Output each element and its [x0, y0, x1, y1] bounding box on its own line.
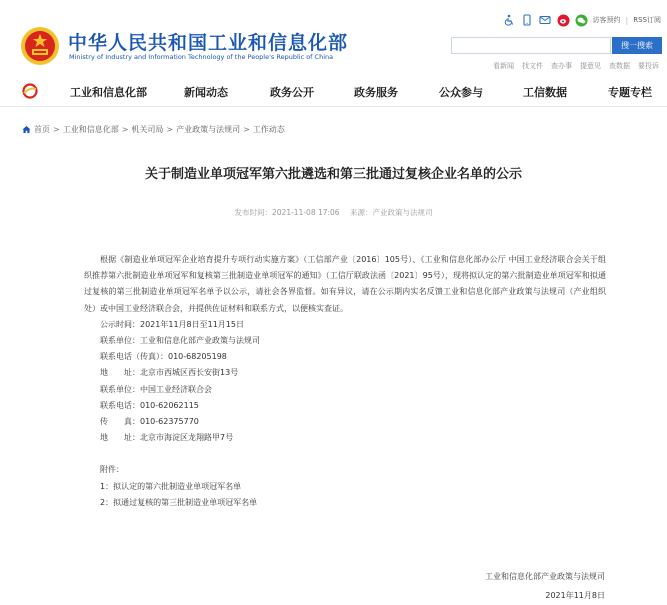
article-meta: [0, 207, 667, 218]
breadcrumb-separator: >: [121, 125, 129, 134]
breadcrumb: [22, 124, 285, 135]
attachment-link-1[interactable]: 1：拟认定的第六批制造业单项冠军名单: [100, 481, 242, 491]
ministry-logo-icon[interactable]: [22, 83, 38, 99]
contact-unit-1: 联系单位：工业和信息化部产业政策与法规司: [100, 336, 260, 346]
breadcrumb-separator: >: [53, 125, 60, 134]
accessibility-icon[interactable]: [503, 14, 516, 27]
signature-org: 工业和信息化部产业政策与法规司: [485, 572, 605, 581]
mail-icon[interactable]: [539, 14, 552, 27]
rss-link[interactable]: RSS订阅: [633, 16, 661, 24]
publish-time: 发布时间：2021-11-08 17:06: [234, 208, 340, 217]
nav-item-news[interactable]: 新闻动态: [184, 86, 228, 99]
breadcrumb-policy-dept[interactable]: 产业政策与法规司: [176, 125, 241, 134]
search-input[interactable]: [451, 37, 611, 54]
notice-period: 公示时间：2021年11月8日至11月15日: [100, 319, 244, 329]
quick-link-news[interactable]: 看新闻: [493, 62, 514, 70]
quick-link-data[interactable]: 查数据: [609, 62, 630, 70]
breadcrumb-miit[interactable]: 工业和信息化部: [62, 125, 119, 134]
header-tools: [503, 12, 661, 28]
visitor-appointment-link[interactable]: 访客预约: [592, 16, 621, 24]
quick-link-files[interactable]: 找文件: [522, 62, 543, 70]
attachments-label: 附件：: [100, 465, 124, 475]
nav-item-data[interactable]: 工信数据: [523, 86, 567, 99]
site-subtitle: Ministry of Industry and Information Technology of the People's Republic of China: [69, 53, 334, 61]
signature-date: 2021年11月8日: [545, 591, 605, 600]
site-header: [0, 0, 667, 72]
quick-link-feedback[interactable]: 提意见: [580, 62, 601, 70]
site-title[interactable]: 中华人民共和国工业和信息化部: [68, 32, 349, 54]
home-icon[interactable]: [22, 125, 31, 134]
attachment-link-2[interactable]: 2：拟通过复核的第三批制造业单项冠军名单: [100, 497, 258, 507]
article-body: [84, 252, 606, 511]
quick-link-services[interactable]: 查办事: [551, 62, 572, 70]
divider: |: [625, 15, 629, 25]
breadcrumb-separator: >: [166, 125, 174, 134]
wechat-icon[interactable]: [575, 14, 588, 27]
breadcrumb-home[interactable]: 首页: [34, 125, 50, 134]
contact-address-2: 地 址：北京市海淀区龙翔路甲7号: [100, 433, 234, 443]
spacer: [84, 446, 606, 462]
contact-fax-2: 传 真：010-62375770: [100, 417, 199, 427]
search-button[interactable]: 搜一搜索: [612, 37, 662, 54]
nav-item-participation[interactable]: 公众参与: [439, 86, 483, 99]
contact-phone-fax-1: 联系电话（传真）：010-68205198: [100, 352, 227, 362]
quick-links: [493, 61, 659, 71]
nav-item-services[interactable]: 政务服务: [354, 86, 398, 99]
signature-block: [485, 567, 605, 605]
main-nav: [0, 78, 667, 107]
mobile-icon[interactable]: [521, 14, 534, 27]
breadcrumb-work-news[interactable]: 工作动态: [252, 125, 285, 134]
contact-unit-2: 联系单位：中国工业经济联合会: [100, 384, 212, 394]
national-emblem-icon[interactable]: [20, 26, 60, 66]
nav-item-topics[interactable]: 专题专栏: [608, 86, 652, 99]
article-paragraph: 根据《制造业单项冠军企业培育提升专项行动实施方案》（工信部产业〔2016〕105号）、《工业和信息化部办公厅 中国工业经济联合会关于组织推荐第六批制造业单项冠军和复核第三批制造业单项冠军的通知》（工信厅联政法函〔2021〕95号），现将拟认定的第六批制造业单项冠军和拟通过复核的第三批制造业单项冠军名单予以公示，请社会各界监督。如有异议，请在公示期内实名反馈工业和信息化部产业政策与法规司（产业组织处）或中国工业经济联合会，并提供佐证材料和联系方式，以便核实查证。: [84, 255, 606, 313]
quick-link-complaint[interactable]: 要投诉: [638, 62, 659, 70]
breadcrumb-departments[interactable]: 机关司局: [131, 125, 164, 134]
weibo-icon[interactable]: [557, 14, 570, 27]
article-title: 关于制造业单项冠军第六批遴选和第三批通过复核企业名单的公示: [144, 167, 522, 182]
article-source: 来源：产业政策与法规司: [349, 208, 433, 217]
breadcrumb-separator: >: [243, 125, 250, 134]
contact-address-1: 地 址：北京市西城区西长安街13号: [100, 368, 239, 378]
nav-item-gov-info[interactable]: 政务公开: [270, 86, 314, 99]
contact-phone-2: 联系电话：010-62062115: [100, 400, 199, 410]
nav-item-miit[interactable]: 工业和信息化部: [70, 86, 147, 99]
